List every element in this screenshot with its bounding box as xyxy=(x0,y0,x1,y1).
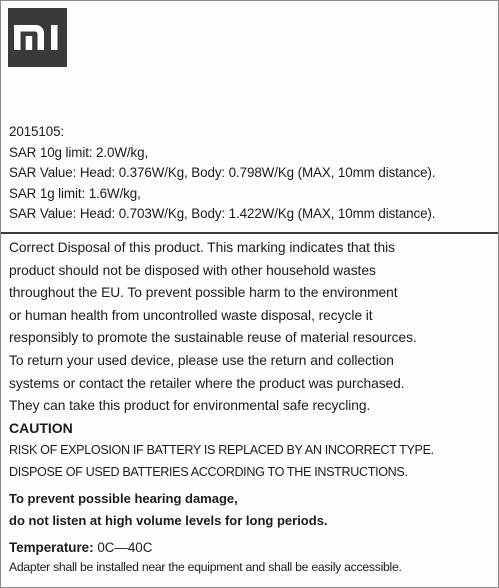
disposal-line: systems or contact the retailer where the product was purchased. xyxy=(9,375,405,391)
disposal-line: or human health from uncontrolled waste disposal, recycle it xyxy=(9,307,373,323)
hearing-warning xyxy=(9,488,494,532)
sar-1g-limit: SAR 1g limit: 1.6W/kg, xyxy=(9,185,141,201)
sar-10g-value: SAR Value: Head: 0.376W/Kg, Body: 0.798W/Kg (MAX, 10mm distance). xyxy=(9,165,436,180)
sar-1g-value: SAR Value: Head: 0.703W/Kg, Body: 1.422W/Kg (MAX, 10mm distance). xyxy=(9,206,436,221)
disposal-line: To return your used device, please use the return and collection xyxy=(9,352,394,368)
disposal-line: They can take this product for environmental safe recycling. xyxy=(9,398,371,414)
mi-logo-icon xyxy=(8,8,67,67)
adapter-note: Adapter shall be installed near the equipment and shall be easily accessible. xyxy=(9,560,402,574)
sar-info-block xyxy=(9,122,494,225)
temperature-value: 0C—40C xyxy=(93,540,153,555)
disposal-paragraph xyxy=(9,237,494,418)
section-divider xyxy=(1,232,498,234)
caution-heading: CAUTION xyxy=(9,420,73,436)
disposal-line: product should not be disposed with other household wastes xyxy=(9,262,376,278)
caution-block xyxy=(9,439,494,483)
hearing-line: To prevent possible hearing damage, xyxy=(9,491,238,506)
disposal-line: throughout the EU. To prevent possible harm to the environment xyxy=(9,285,398,301)
disposal-line: responsibly to promote the sustainable reuse of material resources. xyxy=(9,330,417,346)
temperature-label: Temperature: xyxy=(9,540,94,555)
caution-line: DISPOSE OF USED BATTERIES ACCORDING TO THE INSTRUCTIONS. xyxy=(9,465,408,479)
sar-model-number: 2015105: xyxy=(9,124,65,139)
disposal-line: Correct Disposal of this product. This marking indicates that this xyxy=(9,240,395,255)
temperature-line xyxy=(9,539,152,557)
sar-10g-limit: SAR 10g limit: 2.0W/kg, xyxy=(9,144,149,160)
hearing-line: do not listen at high volume levels for long periods. xyxy=(9,513,328,528)
caution-line: RISK OF EXPLOSION IF BATTERY IS REPLACED BY AN INCORRECT TYPE. xyxy=(9,443,434,457)
mi-logo-glyph xyxy=(14,25,61,50)
